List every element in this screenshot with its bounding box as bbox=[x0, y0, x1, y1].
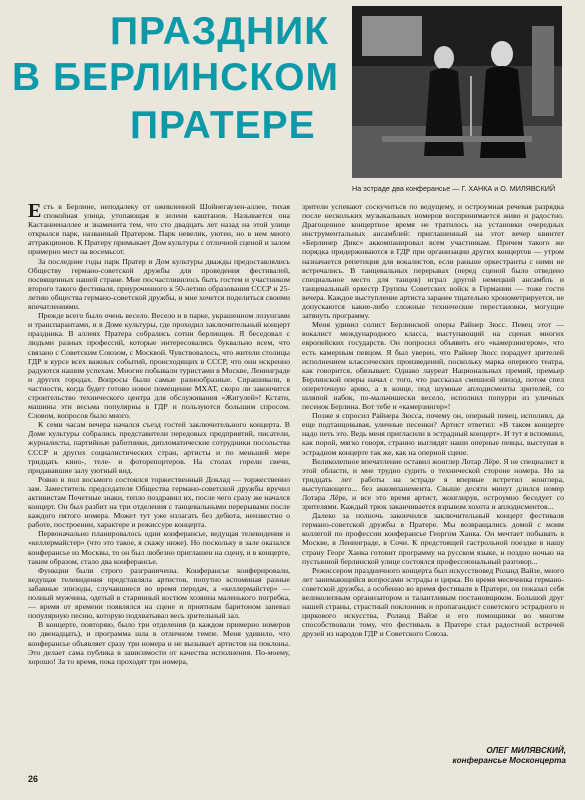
article-column-right bbox=[302, 202, 564, 738]
title-line-3: ПРАТЕРЕ bbox=[130, 104, 316, 147]
title-line-2: В БЕРЛИНСКОМ bbox=[12, 56, 339, 99]
paragraph: зрители успевают соскучиться по ведущему, и остроумная речевая разрядка после нескольких музыкальных номеров воспринимается живо и радостно. Драгоценное концертное время не тратилось на установки очередных инструментальных ансамблей: приглашенный на этот вечер квинтет «Берлинер Дикс» аккомпанировал всем участникам. Причем такого же порядка придерживаются в ГДР при организации других концертов — утром назначается репетиция для вокалистов, если раньше оркестранты с ними не встречались. В танцевальных перерывах (перед сценой было отведено специальное место для танцев) играл другой немецкий ансамбль и танцевальный оркестр Группы Советских войск в Германии — тоже гости вечера. Каждое выступление артиста заранее тщательно хронометрируется, не допускаются какие-либо сложные технические перестановки, могущие затянуть программу. bbox=[302, 202, 564, 321]
photo-caption: На эстраде два конферансье — Г. ХАНКА и О. МИЛЯВСКИЙ bbox=[352, 184, 556, 193]
author-name: ОЛЕГ МИЛЯВСКИЙ, bbox=[486, 746, 566, 755]
paragraph: Функции были строго разграничены. Конферансье конферировали, ведущая телевидения представляла артистов, попутно вспоминая разные забавные эпизоды, случавшиеся во время передач, а «келлермайстер» — полный мужчина, одетый в старинный костюм хозяина маленького погребка, — время от времени появлялся на сцене и приятным баритоном запевал популярную песню, которую подхватывал весь зрительный зал. bbox=[28, 565, 290, 621]
author-role: конферансье Москонцерта bbox=[452, 756, 566, 765]
paragraph: Первоначально планировалось одни конферансье, ведущая телевидения и «келлермайстер» (что это такое, я скажу ниже). Но поскольку в зале оказался конферансье из Москвы, то он был любезно приглашен на сцену, и в концерте, таким образом, стало два конферансье. bbox=[28, 529, 290, 566]
paragraph: Ровно в пол восьмого состоялся торжественный Доклад — торжественно зам. Заместитель председателя Общества германо-советской дружбы вручил активистам Почетные знаки, тепло поздравил их, после чего сразу же начался концерт. Он был разбит на три отделения с танцевальными перерывами после каждого пятого номера. Может тут уже излагать без дебюта, неизвестно о работе, построении, характере и режиссуре концерта. bbox=[28, 474, 290, 530]
paragraph: Меня удивил солист Берлинской оперы Райнер Зюсс. Певец этот — вокалист международного класса, выступающий на сценах многих европейских государств. Он попросил объявить его «камерзингером», что есть камерным певцом. Я был уверен, что Райнер Зюсс порадует зрителей исполнением классических произведений, поскольку марка оперного театра, как говорится, обязывает. Однако лауреат Национальных премий, премьер Берлинской оперы начал с того, что рассказал смешной эпизод, потом спел опереточную арию, а в конце, под шумные аплодисменты зрителей, со шляпой набок, по-мальчишески весело, исполнил попурри из уличных песенок Берлина. Вот тебе и «камерзингер»! bbox=[302, 320, 564, 412]
stage-photo bbox=[352, 6, 562, 178]
paragraph: Далеко за полночь закончился заключительный концерт фестиваля германо-советской дружбы в Пратере. Мы возвращались домой с моим коллегой по профессии конферансье Георгом Ханка. Он мечтает побывать в Москве, в Ленинграде, в Сочи. К предстоящей гастрольной поездке в нашу страну Георг Ханка готовит программу на русском языке, и поздно ночью на пустынной берлинской улице состоялся профессиональный разговор... bbox=[302, 511, 564, 566]
paragraph: К семи часам вечера начался съезд гостей заключительного концерта. В Доме культуры собрались представители передовых предприятий, писатели, журналисты, партийные работники, дипломатические сотрудники посольства СССР и других социалистических стран, артисты и по меньшей мере тридцать кино-, теле- и фоторепортеров. На столах горели свечи, придававшие залу уютный вид. bbox=[28, 420, 290, 475]
title-line-1: ПРАЗДНИК bbox=[110, 10, 329, 53]
paragraph: Прежде всего было очень весело. Весело и в парке, украшенном лозунгами и транспарантами, и в Доме культуры, где проходил заключительный концерт праздника. В аллеях Пратера собрались сотни берлинцев. Я беседовал с людьми разных профессий, которые интересовались буквально всем, что связано с Советским Союзом, с Москвой. Чувствовалось, что жители столицы ГДР в курсе всех важных событий, происходящих в СССР, что они искренно радуются нашим успехам. Многие побывали туристами в Москве, Ленинграде и других городах. Вопросы были самые разнообразные. Спрашивали, в частности, когда будет готово новое помещение МХАТ, скоро ли закончится строительство технического центра для обслуживания «Жигулей»! Кстати, машины эти весьма популярны в ГДР и пользуются большим спросом. Словом, вопросов было много. bbox=[28, 311, 290, 421]
stage-photo-image bbox=[352, 6, 562, 178]
paragraph: Великолепное впечатление оставил жонглер Лотар Лёре. Я не специалист в этой области, и мне трудно судить о технической стороне номера. Но за тридцать лет работы на эстраде я впервые встретил жонглера, выступающего... без аккомпанемента. Свыше десяти минут длился номер Лотара Лёре, и все это время артист, жонглируя, остроумно беседует со зрителями. Каждый трюк заканчивается взрывом хохота и аплодисментов... bbox=[302, 456, 564, 512]
article-column-left bbox=[28, 202, 290, 776]
paragraph: Есть в Берлине, неподалеку от оживленной Шойнегаузен-аллее, тихая спокойная улица, утопающая в зелени каштанов. Называется она Кастаниеналлее и знаменита тем, что сто двадцать лет назад на этой улице открылся парк, названный Пратером. Парк невелик, уютен, но в нем много аттракционов. К Пратеру примыкает Дом культуры с отличной сценой и залом примерно мест на восемьсот. bbox=[28, 200, 290, 257]
author-signature bbox=[420, 746, 566, 766]
paragraph: В концерте, повторяю, было три отделения (в каждом примерно номеров по двенадцать), и программа шла в отличном темпе. Меня удивило, что конферансье объявляет сразу три номера и не вызывает артистов на поклоны. Это делает сама публика в зависимости от качества исполнения. По-моему, хорошо! За то время, пока проходят три номера, bbox=[28, 620, 290, 666]
paragraph: За последние годы парк Пратер и Дом культуры дважды предоставлялись Обществу германо-советской дружбы для проведения фестивалей, посвященных нашей стране. Мне посчастливилось быть гостем и участником второго такого фестиваля, приуроченного к 50-летию образования СССР и 25-летию общества германо-советской дружбы, и мне хочется поделиться своими впечатлениями. bbox=[28, 256, 290, 312]
paragraph: Режиссером праздничного концерта был искусствовед Роланд Вайзе, много лет занимающийся вопросами эстрады и цирка. Во время месячника германо-советской дружбы, а особенно во время фестиваля в Пратере, он показал себя великолепным организатором и талантливым постановщиком. Большой друг нашей страны, страстный поклонник и пропагандист советского эстрадного и циркового искусства, Роланд Вайзе и его помощники во многом способствовали тому, что фестиваль в Пратере стал радостной встречей друзей из народов ГДР и Советского Союза. bbox=[302, 565, 564, 639]
page-number: 26 bbox=[28, 774, 39, 784]
drop-cap: Е bbox=[28, 200, 42, 222]
paragraph: Позже я спросил Райнера Зюсса, почему он, оперный певец, исполнял, да еще подтанцовывая, уличные песенки? Артист ответил: «В таком концерте надо петь это. Ведь меня пригласили в эстрадный концерт». И тут я вспомнил, как порой, мягко говоря, странно выглядят наши оперные певцы, выступая в эстрадном концерте так же, как на оперной сцене. bbox=[302, 411, 564, 457]
